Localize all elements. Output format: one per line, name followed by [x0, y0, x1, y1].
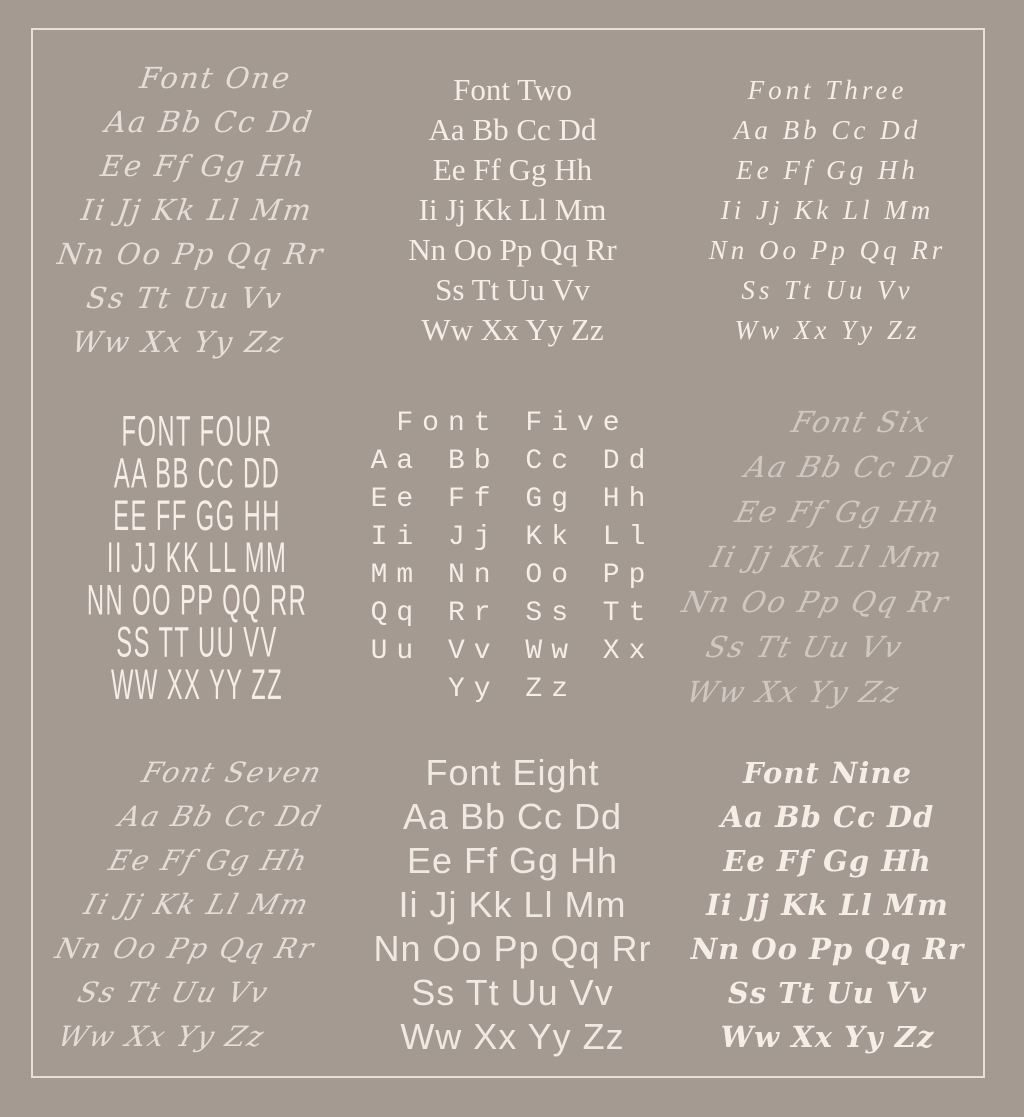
font-card-font-one [43, 56, 353, 364]
font-card-font-three [709, 70, 947, 350]
alphabet-line: Ee Ff Gg Hh [105, 844, 313, 878]
alphabet-line: EE FF GG HH [113, 491, 282, 539]
font-card-font-seven [27, 751, 368, 1059]
alphabet-line: WW XX YY ZZ [111, 660, 284, 708]
alphabet-line: Aa Bb Cc Dd [402, 796, 623, 838]
font-name: Font Six [788, 404, 935, 439]
alphabet-line: Ss Tt Uu Vv [411, 972, 614, 1014]
alphabet-line: Nn Oo Pp Qq Rr [52, 932, 320, 966]
alphabet-line: Yy Zz [447, 674, 577, 706]
alphabet-line: Ii Jj Kk Ll Mm [81, 888, 315, 922]
alphabet-line: Ww Xx Yy Zz [54, 1020, 270, 1054]
alphabet-line: Ee Ff Gg Hh [370, 484, 655, 516]
alphabet-line: Nn Oo Pp Qq Rr [373, 928, 652, 970]
font-card-font-nine [691, 751, 965, 1059]
alphabet-line: Nn Oo Pp Qq Rr [679, 584, 954, 619]
alphabet-line: Ss Tt Uu Vv [435, 271, 590, 307]
alphabet-line: Ee Ff Gg Hh [406, 840, 619, 882]
alphabet-line: Aa Bb Cc Dd [733, 114, 922, 145]
alphabet-line: Aa Bb Cc Dd [115, 800, 327, 834]
alphabet-line: Ii Jj Kk Ll Mm [79, 192, 316, 227]
font-card-font-six [655, 400, 1000, 715]
font-name: Font Seven [139, 756, 327, 790]
alphabet-line: Aa Bb Cc Dd [370, 446, 655, 478]
font-card-font-four [87, 407, 308, 708]
alphabet-line: Ee Ff Gg Hh [723, 844, 932, 879]
alphabet-line: Ww Xx Yy Zz [683, 674, 905, 709]
font-card-font-eight [373, 751, 651, 1059]
font-name: Font Three [747, 74, 908, 105]
alphabet-line: Nn Oo Pp Qq Rr [708, 234, 947, 265]
alphabet-line: Ii Jj Kk Ll Mm [706, 888, 949, 923]
alphabet-line: Aa Bb Cc Dd [428, 111, 597, 147]
alphabet-line: Uu Vv Ww Xx [370, 636, 655, 668]
alphabet-line: Ee Ff Gg Hh [432, 151, 593, 187]
alphabet-line: II JJ KK LL MM [107, 533, 288, 582]
alphabet-line: Nn Oo Pp Qq Rr [55, 236, 327, 271]
alphabet-line: Nn Oo Pp Qq Rr [408, 231, 617, 267]
alphabet-line: Ss Tt Uu Vv [84, 280, 286, 315]
font-grid [40, 40, 985, 1075]
alphabet-line: Qq Rr Ss Tt [370, 598, 655, 630]
alphabet-line: Ss Tt Uu Vv [703, 629, 908, 664]
alphabet-line: Ii Jj Kk Ll Mm [720, 194, 935, 225]
font-name: Font Five [396, 408, 629, 440]
alphabet-line: Ww Xx Yy Zz [421, 311, 604, 347]
alphabet-line: Ww Xx Yy Zz [720, 1020, 935, 1055]
font-card-font-two [408, 70, 616, 350]
alphabet-line: Ii Jj Kk Ll [370, 522, 655, 554]
font-name: Font One [138, 60, 295, 95]
alphabet-line: Ii Jj Kk Ll Mm [398, 884, 627, 926]
alphabet-line: Aa Bb Cc Dd [103, 104, 317, 139]
alphabet-line: Mm Nn Oo Pp [370, 560, 655, 592]
alphabet-line: Ee Ff Gg Hh [736, 154, 919, 185]
alphabet-line: Ss Tt Uu Vv [727, 976, 928, 1011]
alphabet-line: Ii Jj Kk Ll Mm [707, 539, 948, 574]
font-card-font-five [371, 405, 655, 709]
alphabet-line: Ee Ff Gg Hh [732, 494, 946, 529]
alphabet-line: Aa Bb Cc Dd [741, 449, 959, 484]
alphabet-line: Nn Oo Pp Qq Rr [690, 932, 965, 967]
alphabet-line: Ww Xx Yy Zz [734, 314, 921, 345]
alphabet-line: SS TT UU VV [116, 618, 279, 666]
alphabet-line: Ss Tt Uu Vv [741, 274, 914, 305]
alphabet-line: NN OO PP QQ RR [87, 576, 308, 624]
font-name: Font Nine [743, 756, 912, 791]
font-name: Font Eight [425, 752, 600, 794]
alphabet-line: Ee Ff Gg Hh [99, 148, 309, 183]
alphabet-line: Ss Tt Uu Vv [74, 976, 274, 1010]
alphabet-line: Ww Xx Yy Zz [70, 324, 288, 359]
alphabet-line: Ww Xx Yy Zz [400, 1016, 625, 1058]
font-name: FONT FOUR [121, 407, 274, 455]
font-name: Font Two [453, 71, 572, 107]
alphabet-line: Ii Jj Kk Ll Mm [418, 191, 607, 227]
alphabet-line: Aa Bb Cc Dd [720, 800, 935, 835]
alphabet-line: AA BB CC DD [114, 449, 281, 497]
